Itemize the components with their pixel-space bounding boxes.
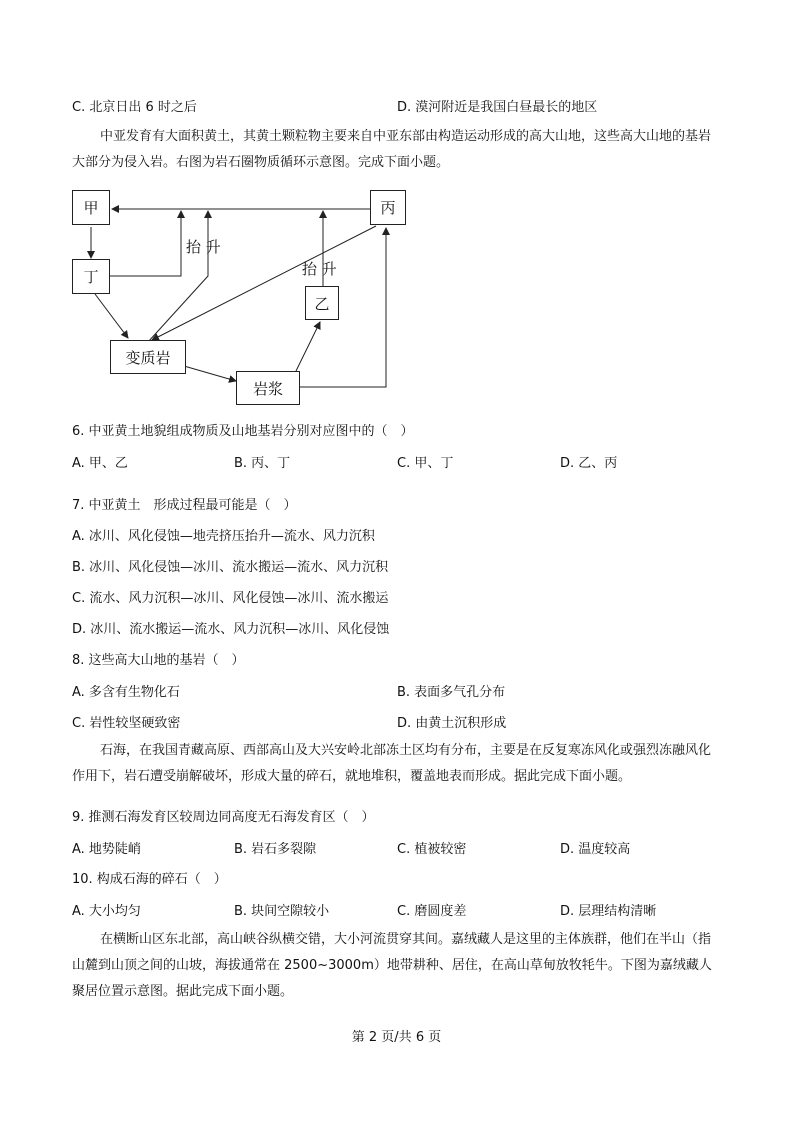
q8-option-b: B. 表面多气孔分布 (397, 685, 506, 700)
q10-option-a: A. 大小均匀 (72, 904, 141, 919)
intro-paragraph-stone-sea: 石海，在我国青藏高原、西部高山及大兴安岭北部冻土区均有分布，主要是在反复寒冻风化或强烈冻融风化作用下，岩石遭受崩解破坏，形成大量的碎石，就地堆积，覆盖地表而形成。据此完成下面小题。 (72, 743, 712, 784)
q6-option-a: A. 甲、乙 (72, 456, 128, 471)
arrow-ding-to-metamorphic (95, 294, 128, 338)
uplift-label-left: 抬 升 (186, 238, 221, 256)
question-6-stem: 6. 中亚黄土地貌组成物质及山地基岩分别对应图中的（ ） (72, 424, 414, 439)
node-yi: 乙 (305, 286, 339, 320)
arrow-magma-to-yi (296, 322, 320, 371)
q8-option-d: D. 由黄土沉积形成 (397, 716, 507, 731)
node-ding: 丁 (72, 259, 110, 294)
q10-option-c: C. 磨圆度差 (397, 904, 467, 919)
q7-option-a: A. 冰川、风化侵蚀—地壳挤压抬升—流水、风力沉积 (72, 529, 375, 544)
node-bing: 丙 (370, 190, 406, 225)
q9-option-a: A. 地势陡峭 (72, 842, 141, 857)
q10-option-d: D. 层理结构清晰 (560, 904, 657, 919)
option-d-prev: D. 漠河附近是我国白昼最长的地区 (397, 100, 598, 115)
q9-option-c: C. 植被较密 (397, 842, 467, 857)
arrow-ding-uplift (110, 211, 181, 276)
q8-option-c: C. 岩性较坚硬致密 (72, 716, 181, 731)
intro-paragraph-loess: 中亚发育有大面积黄土，其黄土颗粒物主要来自中亚东部由构造运动形成的高大山地，这些高大山地的基岩大部分为侵入岩。右图为岩石圈物质循环示意图。完成下面小题。 (72, 129, 712, 170)
node-metamorphic-rock: 变质岩 (110, 340, 186, 374)
node-jia: 甲 (72, 190, 110, 225)
q7-option-b: B. 冰川、风化侵蚀—冰川、流水搬运—流水、风力沉积 (72, 560, 389, 575)
q7-option-c: C. 流水、风力沉积—冰川、风化侵蚀—冰川、流水搬运 (72, 591, 389, 606)
arrow-metamorphic-to-magma (184, 366, 236, 381)
node-magma: 岩浆 (236, 371, 300, 405)
q6-option-d: D. 乙、丙 (560, 456, 618, 471)
question-7-stem: 7. 中亚黄土 形成过程最可能是（ ） (72, 498, 297, 513)
q8-option-a: A. 多含有生物化石 (72, 685, 180, 700)
question-8-stem: 8. 这些高大山地的基岩（ ） (72, 653, 245, 668)
q9-option-d: D. 温度较高 (560, 842, 631, 857)
intro-paragraph-jiarong: 在横断山区东北部，高山峡谷纵横交错，大小河流贯穿其间。嘉绒藏人是这里的主体族群，他们在半山（指山麓到山顶之间的山坡，海拔通常在 2500~3000m）地带耕种、居住，在高山草甸放牧牦牛。下图为嘉绒藏人聚居位置示意图。据此完成下面小题。 (72, 932, 712, 999)
q9-option-b: B. 岩石多裂隙 (234, 842, 317, 857)
q6-option-b: B. 丙、丁 (234, 456, 291, 471)
page-footer: 第 2 页/共 6 页 (351, 1030, 442, 1045)
uplift-label-right: 抬 升 (302, 260, 337, 278)
q10-option-b: B. 块间空隙较小 (234, 904, 330, 919)
q7-option-d: D. 冰川、流水搬运—流水、风力沉积—冰川、风化侵蚀 (72, 622, 390, 637)
question-10-stem: 10. 构成石海的碎石（ ） (72, 872, 227, 887)
q6-option-c: C. 甲、丁 (397, 456, 454, 471)
question-9-stem: 9. 推测石海发育区较周边同高度无石海发育区（ ） (72, 810, 375, 825)
option-c-prev: C. 北京日出 6 时之后 (72, 100, 197, 115)
